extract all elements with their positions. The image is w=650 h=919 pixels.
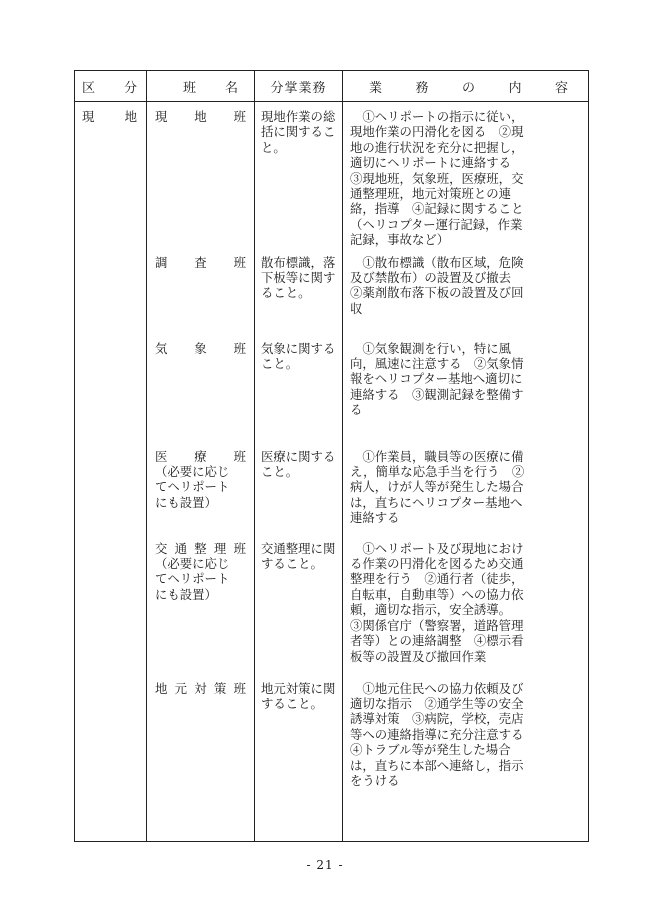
table-row bbox=[75, 442, 589, 534]
han-name-char: 気 bbox=[155, 340, 168, 356]
han-name-cell bbox=[147, 442, 255, 534]
han-note-line: てヘリポート bbox=[155, 479, 230, 495]
han-name bbox=[147, 534, 254, 556]
naiyo-line: は，直ちに本部へ連絡し，指示 bbox=[350, 757, 524, 773]
header-gyomu-naiyo bbox=[343, 71, 589, 102]
header-gyomu-char: 容 bbox=[554, 80, 568, 96]
bunsho-text: 地元対策に関すること。 bbox=[261, 680, 336, 712]
han-name-char: 象 bbox=[194, 340, 207, 356]
header-gyomu-char: 内 bbox=[508, 80, 522, 96]
table-row bbox=[75, 534, 589, 674]
naiyo-line: 絡，指導 ④記録に関すること bbox=[350, 201, 524, 217]
han-name bbox=[147, 334, 254, 356]
bunsho-text: 現地作業の総括に関すること。 bbox=[261, 109, 336, 155]
bunsho-cell bbox=[255, 102, 343, 248]
han-name-char: 班 bbox=[233, 680, 246, 696]
han-name-char: 元 bbox=[174, 680, 188, 696]
naiyo-line: る bbox=[350, 402, 363, 418]
naiyo-cell bbox=[343, 442, 589, 534]
han-name-char: 査 bbox=[194, 254, 207, 270]
header-gyomu-char: 務 bbox=[415, 80, 429, 96]
han-name-char: 班 bbox=[233, 254, 246, 270]
kubun-cell bbox=[75, 334, 147, 442]
naiyo-cell bbox=[343, 534, 589, 674]
naiyo-line: 連絡する ③観測記録を整備す bbox=[350, 386, 524, 402]
naiyo-line: ②薬剤散布落下板の設置及び回 bbox=[350, 285, 524, 301]
han-note-line: （必要に応じ bbox=[155, 464, 230, 480]
naiyo-cell bbox=[343, 248, 589, 334]
naiyo-line: え，簡単な応急手当を行う ② bbox=[350, 464, 525, 480]
bunsho-text: 気象に関すること。 bbox=[261, 340, 336, 372]
naiyo-line: 病人，けが人等が発生した場合 bbox=[350, 479, 524, 495]
han-name-cell bbox=[147, 674, 255, 842]
bunsho-text: 医療に関すること。 bbox=[261, 448, 336, 480]
duty-table bbox=[74, 70, 589, 842]
han-name bbox=[147, 248, 254, 270]
naiyo-cell bbox=[343, 102, 589, 248]
naiyo-line: 誘導対策 ③病院，学校，売店 bbox=[350, 711, 524, 727]
header-gyomu-char: の bbox=[461, 80, 475, 96]
naiyo-line: をうける bbox=[350, 773, 400, 789]
han-note-line: （必要に応じ bbox=[155, 556, 230, 572]
bunsho-cell bbox=[255, 674, 343, 842]
han-name-char: 地 bbox=[194, 109, 207, 124]
bunsho-cell bbox=[255, 534, 343, 674]
han-name-char: 交 bbox=[155, 540, 168, 556]
table-row bbox=[75, 102, 589, 248]
han-name-cell bbox=[147, 334, 255, 442]
naiyo-line: 頼，適切な指示，安全誘導。 bbox=[350, 602, 512, 618]
header-kubun bbox=[75, 71, 147, 102]
naiyo-line: ③現地班，気象班，医療班，交 bbox=[350, 170, 524, 186]
han-name-cell bbox=[147, 102, 255, 248]
table-header-row bbox=[75, 71, 589, 102]
bunsho-cell bbox=[255, 334, 343, 442]
naiyo-line: 地の進行状況を充分に把握し， bbox=[350, 139, 524, 155]
han-name-char: 通 bbox=[174, 540, 188, 556]
naiyo-line: 向，風速に注意する ②気象情 bbox=[350, 356, 524, 372]
han-note-line: にも設置） bbox=[155, 494, 217, 510]
naiyo-line: 適切な指示 ②通学生等の安全 bbox=[350, 696, 524, 712]
naiyo-line: ③関係官庁（警察署，道路管理 bbox=[350, 617, 524, 633]
header-han-char: 班 bbox=[183, 80, 197, 96]
naiyo-line: ①地元住民への協力依頼及び bbox=[350, 680, 524, 696]
han-name-cell bbox=[147, 248, 255, 334]
han-name-char: 対 bbox=[194, 680, 207, 696]
naiyo-line: ④トラブル等が発生した場合 bbox=[350, 742, 511, 758]
kubun-cell bbox=[75, 534, 147, 674]
kubun-cell bbox=[75, 248, 147, 334]
header-han-name bbox=[147, 71, 255, 102]
naiyo-cell bbox=[343, 334, 589, 442]
han-name-char: 調 bbox=[155, 254, 168, 270]
naiyo-line: 記録，事故など） bbox=[350, 232, 450, 248]
naiyo-line: 自転車，自動車等）への協力依 bbox=[350, 586, 524, 602]
naiyo-line: ①ヘリポートの指示に従い， bbox=[350, 109, 524, 124]
han-name-char: 理 bbox=[213, 540, 227, 556]
kubun-char: 現 bbox=[82, 109, 95, 124]
han-name bbox=[147, 102, 254, 124]
kubun-cell bbox=[75, 674, 147, 842]
han-note-line: にも設置） bbox=[155, 586, 217, 602]
bunsho-cell bbox=[255, 442, 343, 534]
han-name bbox=[147, 442, 254, 464]
naiyo-line: 報をヘリコプター基地へ適切に bbox=[350, 371, 523, 387]
naiyo-line: 連絡する bbox=[350, 510, 400, 526]
header-gyomu-char: 業 bbox=[369, 80, 383, 96]
table-row bbox=[75, 674, 589, 842]
bunsho-text: 交通整理に関すること。 bbox=[261, 540, 336, 572]
header-kubun-char: 区 bbox=[82, 80, 96, 96]
han-note-line: てヘリポート bbox=[155, 571, 230, 587]
bunsho-cell bbox=[255, 248, 343, 334]
han-name-char: 地 bbox=[155, 680, 168, 696]
naiyo-line: 等への連絡指導に充分注意する bbox=[350, 726, 524, 742]
naiyo-line: ①気象観測を行い，特に風 bbox=[350, 340, 512, 356]
page-number: - 21 - bbox=[306, 858, 344, 872]
han-name-char: 班 bbox=[233, 109, 246, 124]
naiyo-line: る作業の円滑化を図るため交通 bbox=[350, 556, 524, 572]
naiyo-cell bbox=[343, 674, 589, 842]
kubun-char: 地 bbox=[124, 109, 137, 124]
han-name-char: 班 bbox=[233, 448, 246, 464]
naiyo-line: 通整理班，地元対策班との連 bbox=[350, 186, 512, 202]
han-name-char: 整 bbox=[194, 540, 207, 556]
han-name-cell bbox=[147, 534, 255, 674]
han-name-char: 現 bbox=[155, 109, 168, 124]
naiyo-line: 整理を行う ②通行者（徒歩， bbox=[350, 571, 524, 587]
naiyo-line: ①作業員，職員等の医療に備 bbox=[350, 448, 524, 464]
header-bunsho: 分掌業務 bbox=[255, 71, 343, 102]
naiyo-line: 板等の設置及び撤回作業 bbox=[350, 648, 487, 664]
han-name-char: 策 bbox=[213, 680, 227, 696]
han-name-char: 班 bbox=[233, 540, 246, 556]
header-kubun-char: 分 bbox=[123, 80, 137, 96]
han-name bbox=[147, 674, 254, 696]
table-row bbox=[75, 248, 589, 334]
han-name-char: 医 bbox=[155, 448, 168, 464]
table-row bbox=[75, 334, 589, 442]
han-name-char: 班 bbox=[233, 340, 246, 356]
naiyo-line: は，直ちにヘリコプター基地へ bbox=[350, 494, 523, 510]
naiyo-line: 適切にヘリポートに連絡する bbox=[350, 155, 512, 171]
naiyo-line: ①散布標識（散布区域，危険 bbox=[350, 254, 524, 270]
header-han-char: 名 bbox=[224, 80, 238, 96]
han-name-char: 療 bbox=[194, 448, 207, 464]
kubun-cell bbox=[75, 442, 147, 534]
bunsho-text: 散布標識，落下板等に関すること。 bbox=[261, 254, 336, 301]
kubun-cell bbox=[75, 102, 147, 248]
naiyo-line: 及び禁散布）の設置及び撤去 bbox=[350, 270, 512, 286]
naiyo-line: 者等）との連絡調整 ④標示看 bbox=[350, 633, 524, 649]
naiyo-line: 現地作業の円滑化を図る ②現 bbox=[350, 124, 524, 140]
naiyo-line: ①ヘリポート及び現地におけ bbox=[350, 540, 524, 556]
naiyo-line: （ヘリコプター運行記録，作業 bbox=[350, 216, 523, 232]
naiyo-line: 収 bbox=[350, 300, 363, 316]
